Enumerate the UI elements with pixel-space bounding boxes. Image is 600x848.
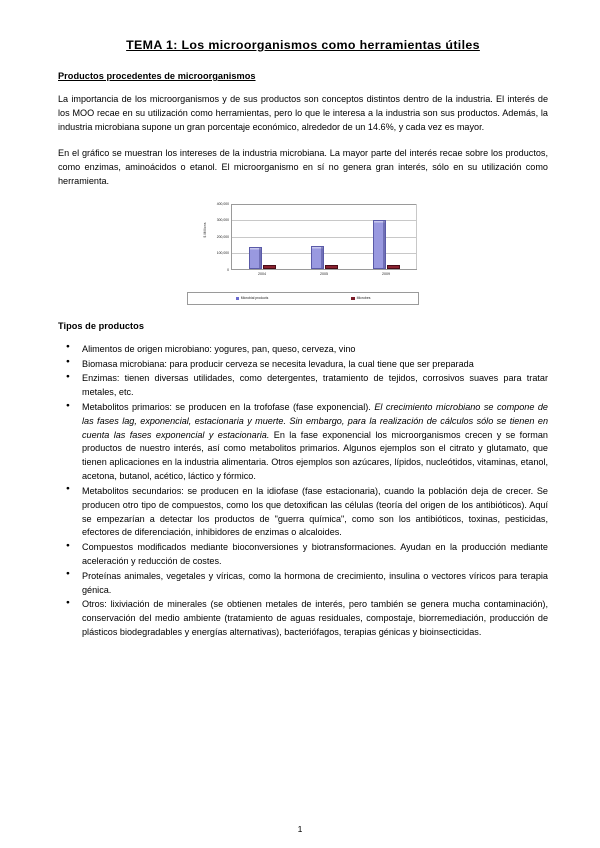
chart-x-tick-label: 2009 [382,271,390,276]
chart-bar [263,265,276,269]
chart-legend-label: Microbes [356,296,371,301]
chart-legend [187,292,419,305]
chart-bar-group [311,204,338,269]
chart-bar [387,265,400,269]
chart-y-tick-label: 400,000 [216,201,229,206]
chart-legend-swatch [351,297,354,300]
list-item [58,570,548,598]
list-item-text: Otros: lixiviación de minerales (se obtienen metales de interés, pero también se genera mucha contaminación), conservación del medio ambiente (tratamiento de aguas residuales, compostaje, biorremediación, producción de plásticos biodegradables y energías alternativas), bacteriófagos, terapias génicas y bioinsecticidas. [82,599,548,637]
chart-legend-swatch [236,297,239,300]
list-item-text-emphasis: El crecimiento microbiano se compone de las fases lag, exponencial, estacionaria y muerte. Sin embargo, para la realización de cálculos sólo se tienen en cuenta las fases exponencial y estacionaria. [82,402,548,440]
chart-y-tick-label: 300,000 [216,218,229,223]
section-heading-tipos: Tipos de productos [58,320,144,331]
chart-x-tick-label: 2005 [320,271,328,276]
list-item-text: Metabolitos primarios: se producen en la trofofase (fase exponencial). [82,402,375,412]
page-title: TEMA 1: Los microorganismos como herramientas útiles [126,38,480,52]
list-item [58,358,548,372]
chart-x-tick-labels [231,272,417,276]
chart-bar-group [249,204,276,269]
list-item-text: Compuestos modificados mediante bioconversiones y biotransformaciones. Ayudan en la producción mediante aceleración y reducción de costes. [82,542,548,566]
list-item-text: Enzimas: tienen diversas utilidades, como detergentes, tratamiento de tejidos, corrosivos suaves para tratar metales, etc. [82,373,548,398]
chart-bar [373,220,386,269]
chart-legend-item [236,296,269,300]
list-item [58,598,548,639]
list-item-text: Biomasa microbiana: para producir cerveza se necesita levadura, la cual tiene que ser preparada [82,358,474,369]
page-number: 1 [297,824,303,834]
section-heading-productos: Productos procedentes de microorganismos [58,70,256,81]
chart-bar-group [373,204,400,269]
paragraph-importancia: La importancia de los microorganismos y de sus productos son conceptos distintos dentro de la industria. El interés de los MOO recae en su utilización como herramientas, pero lo que le interesa a la industria son sus productos. Además, la industria microbiana supone un gran porcentaje económico, alrededor de un 14.6%, y cada vez es mayor. [58,93,548,132]
chart-y-tick-label: 200,000 [216,234,229,239]
chart-y-tick-labels [201,201,229,272]
chart-y-tick-label: 0 [227,267,229,272]
list-item [58,401,548,484]
list-item [58,485,548,540]
list-item [58,343,548,357]
list-item-text: Alimentos de origen microbiano: yogures, pan, queso, cerveza, vino [82,343,356,354]
chart-bar [249,247,262,269]
chart-legend-label: Microbial products [240,296,269,301]
list-item-text: En la fase exponencial los microorganismos crecen y se forman productos de nuestro interés, así como metabolitos primarios. Algunos ejemplos son el citrato y glutamato, que tienen aplicaciones en la industria alimentaria. Otros ejemplos son azúcares, lípidos, nucleótidos, vitaminas, etanol, acetona, butanol, acético, láctico y fórmico. [82,429,548,482]
chart-microbial-industry [187,202,419,305]
paragraph-grafico: En el gráfico se muestran los intereses de la industria microbiana. La mayor parte del interés recae sobre los productos, como enzimas, aminoácidos o etanol. El microorganismo en sí no genera gran interés, sólo en su utilización como herramienta. [58,148,548,186]
list-item [58,541,548,569]
chart-x-tick-label: 2004 [258,271,266,276]
chart-y-tick-label: 100,000 [216,251,229,256]
chart-y-axis-title: $ Millions [203,222,207,238]
chart-plot-area [187,202,419,286]
chart-bar [325,265,338,269]
product-types-list [58,343,548,640]
chart-legend-item [351,296,370,300]
list-item-text: Metabolitos secundarios: se producen en la idiofase (fase estacionaria), cuando la población deja de crecer. Se producen otro tipo de compuestos, como los que detoxifican las células (teoría del origen de los antibióticos). Aquí se empezarían a detectar los productos de "guerra química", como son los antibióticos, toxinas, pesticidas, efectores de diferenciación, inhibidores de enzimas o alcaloides. [82,485,548,538]
chart-bar [311,246,324,269]
list-item [58,372,548,400]
chart-bar-groups [232,204,417,269]
chart-canvas [231,204,417,270]
list-item-text: Proteínas animales, vegetales y víricas, como la hormona de crecimiento, insulina o vectores víricos para terapia génica. [82,570,548,595]
